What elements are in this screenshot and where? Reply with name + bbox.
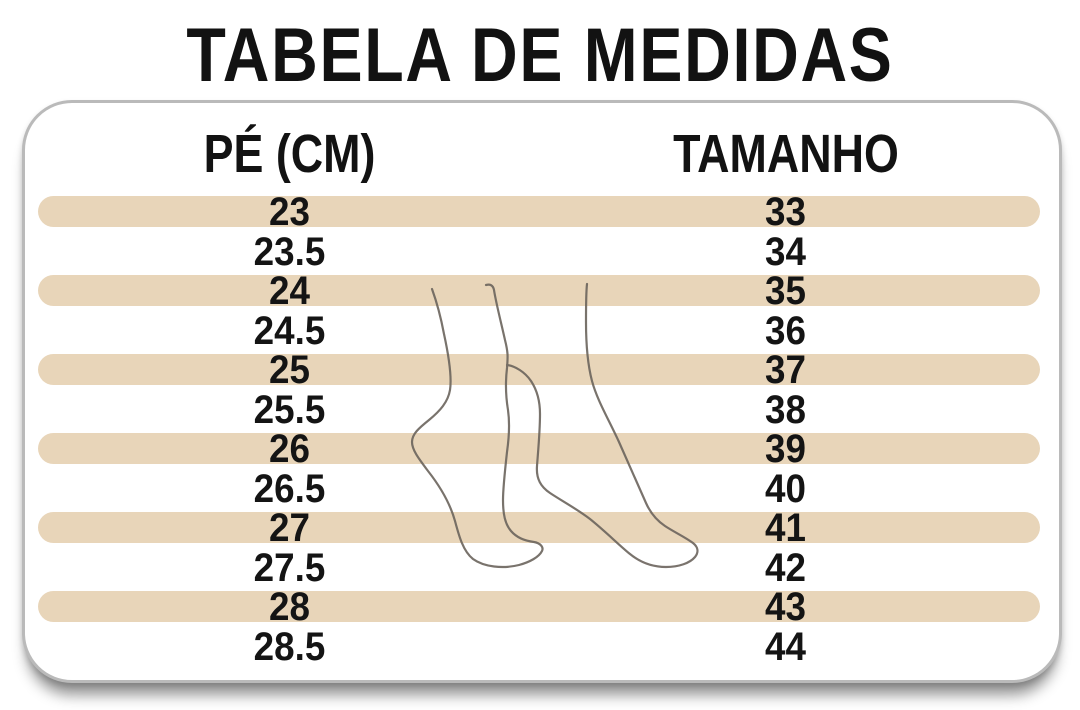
foot-cm-value: 23 [269, 190, 310, 234]
table-row [25, 624, 1059, 669]
foot-cm-value: 27.5 [253, 545, 326, 590]
table-row [25, 545, 1059, 590]
size-value: 42 [765, 545, 806, 590]
table-row [25, 508, 1059, 548]
foot-cm-value: 28.5 [253, 624, 326, 669]
size-chart-card [22, 100, 1062, 683]
table-row [25, 387, 1059, 432]
size-value: 44 [765, 624, 806, 669]
page-title [0, 12, 1080, 100]
size-value: 41 [765, 506, 806, 550]
size-value: 40 [765, 466, 806, 511]
table-row [25, 229, 1059, 274]
page-title-text: TABELA DE MEDIDAS [186, 13, 894, 98]
table-body [25, 190, 1059, 669]
table-row [25, 192, 1059, 232]
foot-cm-value: 24 [269, 269, 310, 313]
size-value: 33 [765, 190, 806, 234]
foot-cm-value: 28 [269, 585, 310, 629]
foot-cm-value: 26.5 [253, 466, 326, 511]
column-header-size: TAMANHO [672, 124, 899, 184]
size-value: 38 [765, 387, 806, 432]
size-value: 36 [765, 308, 806, 353]
foot-cm-value: 27 [269, 506, 310, 550]
table-row [25, 308, 1059, 353]
table-row [25, 466, 1059, 511]
table-header-row [25, 124, 1059, 184]
size-value: 39 [765, 427, 806, 471]
column-header-foot-cm: PÉ (CM) [203, 124, 376, 184]
foot-cm-value: 26 [269, 427, 310, 471]
size-value: 43 [765, 585, 806, 629]
size-value: 34 [765, 229, 806, 274]
size-value: 35 [765, 269, 806, 313]
foot-cm-value: 25.5 [253, 387, 326, 432]
table-row [25, 587, 1059, 627]
table-row [25, 350, 1059, 390]
size-value: 37 [765, 348, 806, 392]
foot-cm-value: 25 [269, 348, 310, 392]
foot-cm-value: 23.5 [253, 229, 326, 274]
table-row [25, 429, 1059, 469]
foot-cm-value: 24.5 [253, 308, 326, 353]
table-row [25, 271, 1059, 311]
